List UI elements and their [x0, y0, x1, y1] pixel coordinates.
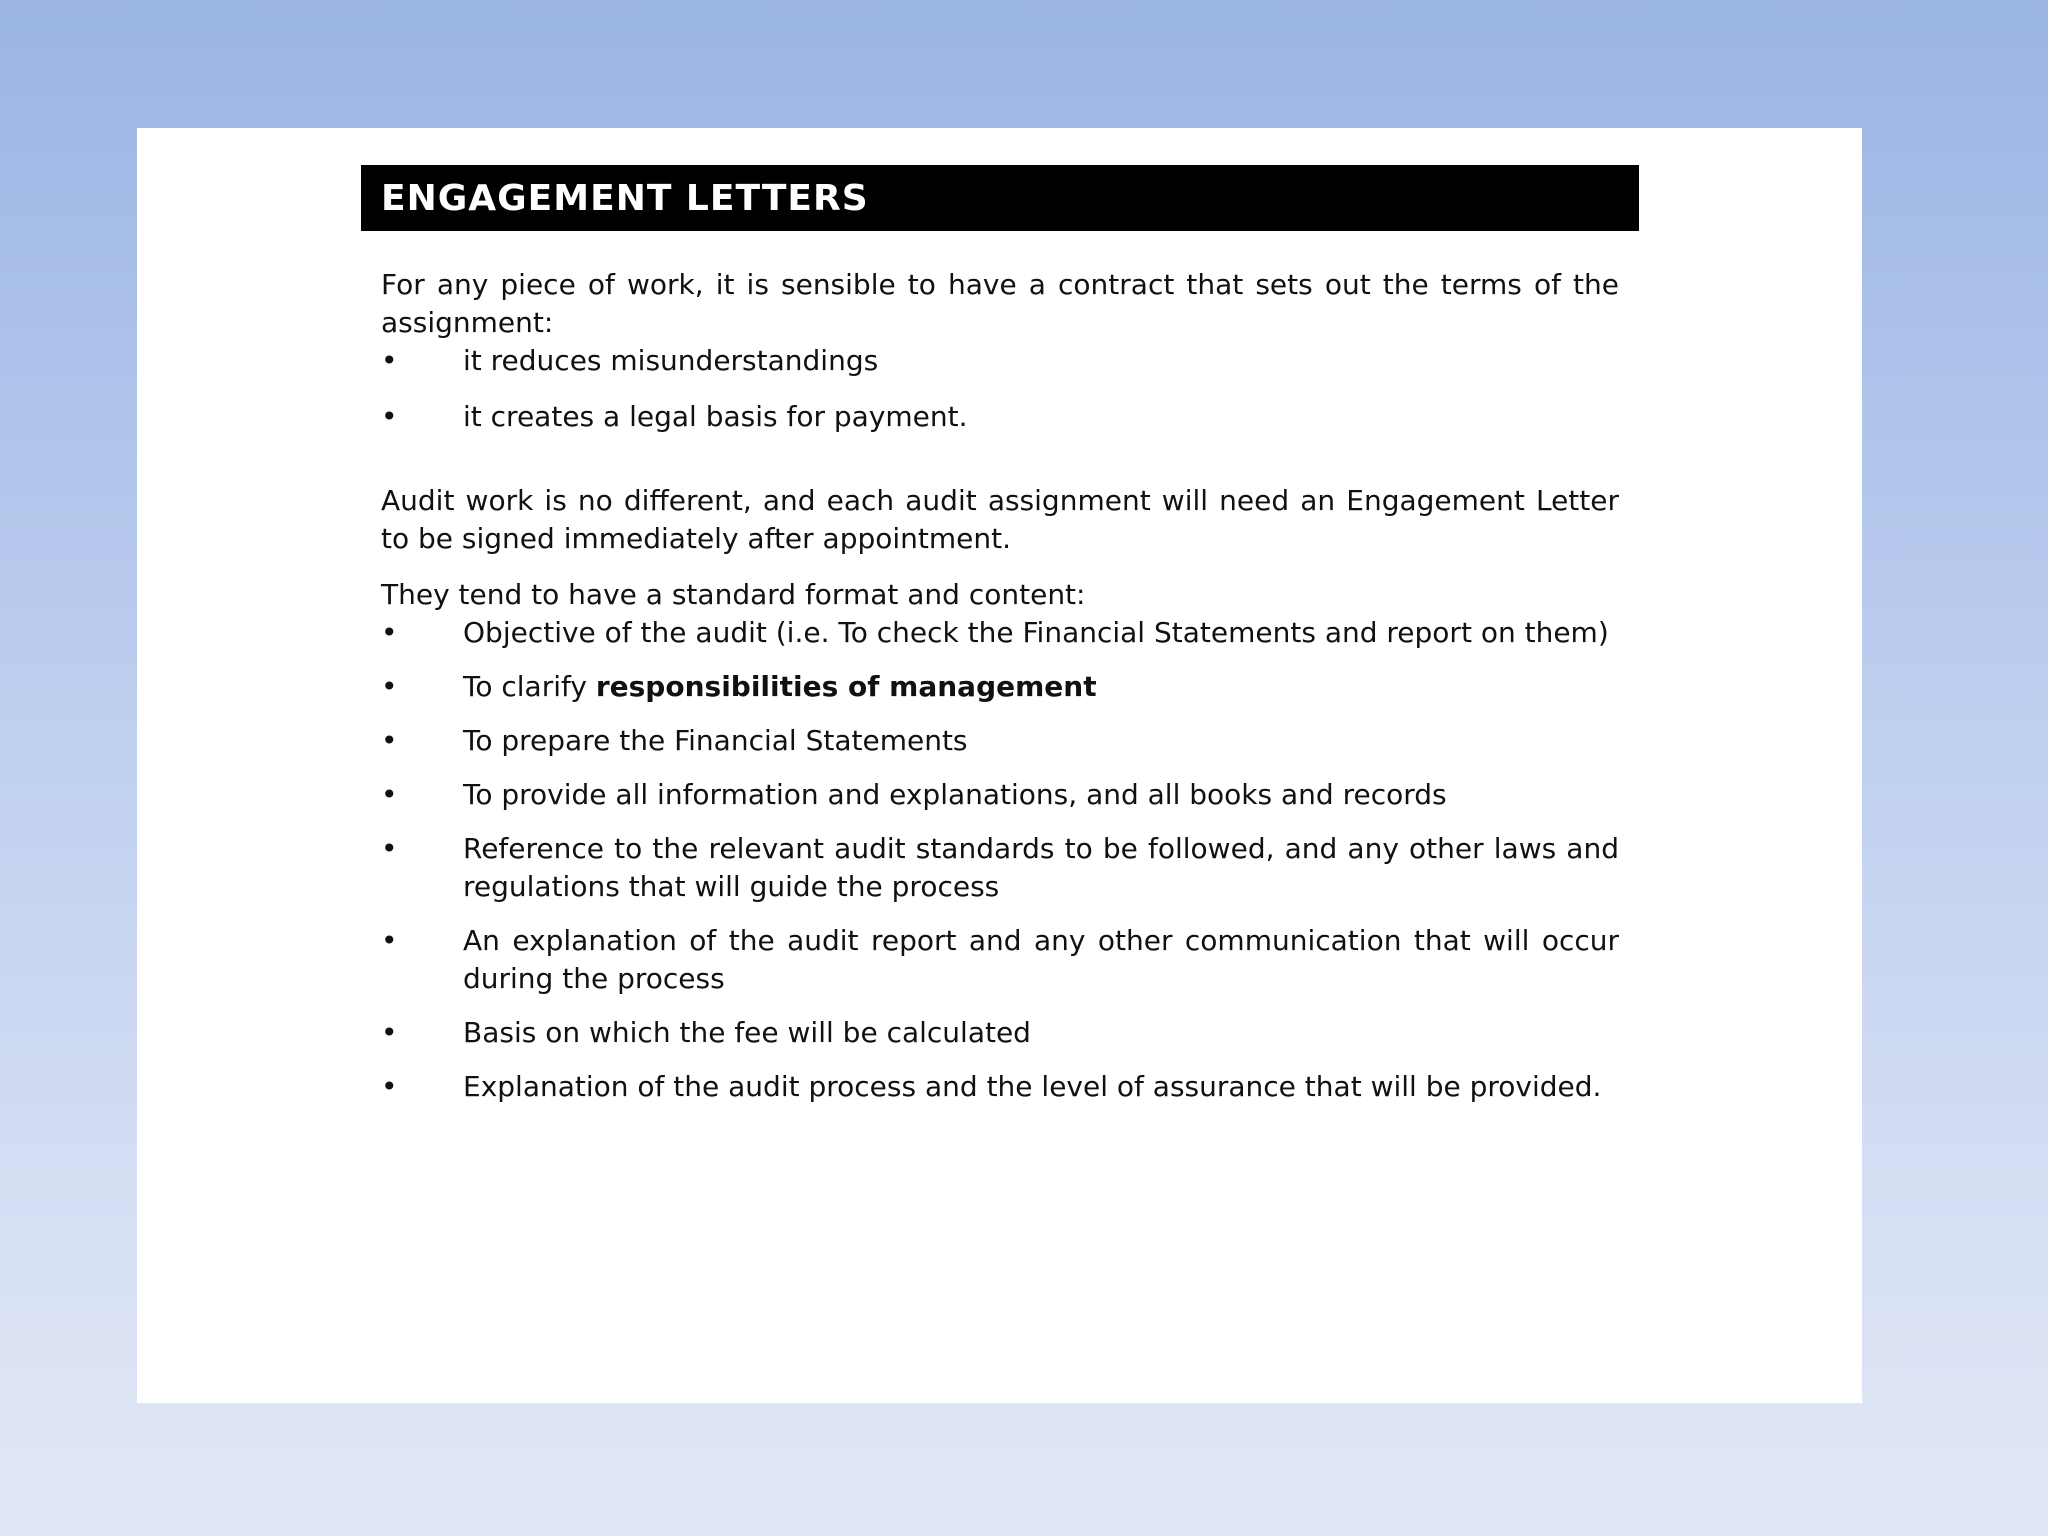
bullet-icon: •: [381, 832, 398, 865]
list-item: [381, 342, 1619, 380]
intro-paragraph: For any piece of work, it is sensible to have a contract that sets out the terms of the assignment:: [381, 268, 1619, 339]
list-item-text: Reference to the relevant audit standards to be followed, and any other laws and regulations that will guide the process: [463, 832, 1619, 903]
list-item: [381, 1014, 1619, 1052]
list-item: [381, 722, 1619, 760]
list-item: [381, 1068, 1619, 1106]
list-item: [381, 922, 1619, 998]
bullet-icon: •: [381, 344, 398, 377]
list-item: [381, 398, 1619, 436]
content-bullet-list: [381, 614, 1619, 1106]
list-item-text: it creates a legal basis for payment.: [463, 400, 968, 433]
bullet-icon: •: [381, 616, 398, 649]
list-item: [381, 668, 1619, 706]
document-body: [361, 266, 1639, 1106]
list-item-text: To provide all information and explanations, and all books and records: [463, 778, 1447, 811]
list-item-text: Objective of the audit (i.e. To check the Financial Statements and report on them): [463, 616, 1609, 649]
list-item: [381, 776, 1619, 814]
intro-bullet-list: [381, 342, 1619, 436]
list-item-text: Explanation of the audit process and the level of assurance that will be provided.: [463, 1070, 1602, 1103]
bullet-icon: •: [381, 1070, 398, 1103]
list-item-text: To prepare the Financial Statements: [463, 724, 968, 757]
document-page: [361, 165, 1639, 1106]
list-item-text: To clarify: [463, 670, 596, 703]
list-item-bold-text: responsibilities of management: [595, 670, 1097, 703]
bullet-icon: •: [381, 778, 398, 811]
bullet-icon: •: [381, 1016, 398, 1049]
bullet-icon: •: [381, 670, 398, 703]
list-item-text: it reduces misunderstandings: [463, 344, 879, 377]
format-paragraph: They tend to have a standard format and content:: [381, 578, 1086, 611]
slide-panel: [137, 128, 1862, 1403]
list-item: [381, 830, 1619, 906]
bullet-icon: •: [381, 724, 398, 757]
list-item-text: An explanation of the audit report and any other communication that will occur during the process: [463, 924, 1619, 995]
list-item: [381, 614, 1619, 652]
list-item-text: Basis on which the fee will be calculated: [463, 1016, 1031, 1049]
page-title: ENGAGEMENT LETTERS: [381, 177, 869, 219]
title-bar: [361, 165, 1639, 231]
bullet-icon: •: [381, 924, 398, 957]
audit-paragraph: Audit work is no different, and each audit assignment will need an Engagement Letter to be signed immediately after appointment.: [381, 484, 1619, 555]
bullet-icon: •: [381, 400, 398, 433]
